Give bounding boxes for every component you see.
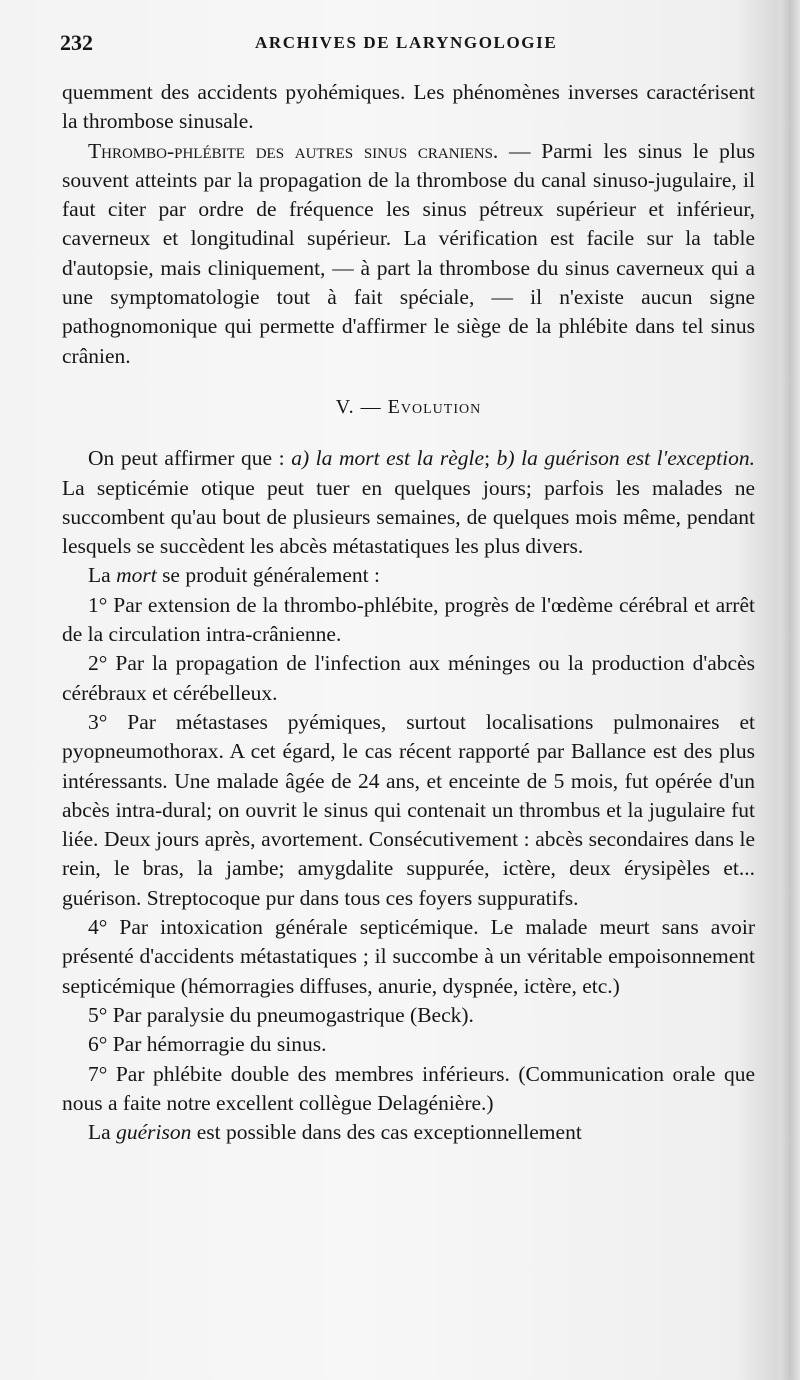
text-run: On peut affirmer que :: [88, 446, 292, 471]
page-number: 232: [60, 30, 93, 55]
paragraph-continuation: quemment des accidents pyohémiques. Les phénomènes inverses caractérisent la thrombose sinusale.: [62, 80, 755, 134]
italic-run: guérison: [116, 1120, 192, 1145]
paragraph-evolution: [62, 444, 755, 561]
text-run: se produit généralement :: [156, 563, 380, 588]
list-item-2: 2° Par la propagation de l'infection aux méninges ou la production d'abcès cérébraux et cérébelleux.: [62, 651, 755, 705]
italic-run: a) la mort est la règle: [291, 446, 485, 471]
paragraph-guerison: [62, 1118, 755, 1147]
text-run: La: [88, 563, 117, 588]
list-item-6: 6° Par hémorragie du sinus.: [88, 1032, 327, 1057]
run-in-dash: —: [498, 138, 542, 163]
italic-run: b) la guérison est l'exception.: [496, 446, 755, 471]
paragraph-text: Parmi les sinus le plus souvent atteints par la propagation de la thrombose du canal sinuso-jugulaire, il faut citer par ordre de fréquence les sinus pétreux supérieur et inférieur, caverneux et longitudinal supérieur. La vérification est facile sur la table d'autopsie, mais cliniquement, — à part la thrombose du sinus caverneux qui a une symptomatologie tout à fait spéciale, — il n'existe aucun signe pathognomonique qui permette d'affirmer le siège de la phlébite dans tel sinus crânien.: [62, 138, 755, 368]
run-in-heading: Thrombo-phlébite des autres sinus craniens.: [88, 138, 499, 163]
italic-run: mort: [116, 563, 157, 588]
page-header: [60, 30, 760, 60]
page-binding-shadow: [780, 0, 800, 1380]
list-item-7: 7° Par phlébite double des membres inférieurs. (Communication orale que nous a faite notre excellent collègue Delagénière.): [62, 1061, 755, 1115]
list-item-1: 1° Par extension de la thrombo-phlébite, progrès de l'œdème cérébral et arrêt de la circulation intra-crânienne.: [62, 592, 755, 647]
paragraph-thrombo-phlebite: [62, 137, 755, 371]
text-run: est possible dans des cas exceptionnellement: [191, 1120, 582, 1145]
text-run: ;: [484, 446, 497, 471]
list-item-5: 5° Par paralysie du pneumogastrique (Beck).: [88, 1002, 474, 1027]
list-item-4: 4° Par intoxication générale septicémique. Le malade meurt sans avoir présenté d'accidents métastatiques ; il succombe à un véritable empoisonnement septicémique (hémorragies diffuses, anurie, dyspnée, ictère, etc.): [62, 915, 755, 998]
list-item-3: 3° Par métastases pyémiques, surtout localisations pulmonaires et pyopneumothorax. A cet égard, le cas récent rapporté par Ballance est des plus intéressants. Une malade âgée de 24 ans, et enceinte de 5 mois, fut opérée d'un abcès intra-dural; on ouvrit le sinus qui contenait un thrombus et la jugulaire fut liée. Deux jours après, avortement. Consécutivement : abcès secondaires dans le rein, le bras, la jambe; amygdalite suppurée, ictère, deux érysipèles et... guérison. Streptocoque pur dans tous ces foyers suppuratifs.: [62, 709, 755, 910]
section-heading: V. — Evolution: [335, 395, 482, 418]
paragraph-mort: [62, 561, 755, 590]
text-run: La: [88, 1120, 117, 1145]
body-text: [62, 78, 755, 1147]
running-head: ARCHIVES DE LARYNGOLOGIE: [255, 33, 558, 52]
text-run: La septicémie otique peut tuer en quelques jours; parfois les malades ne succombent qu'au bout de plusieurs semaines, de quelques mois même, pendant lesquels se succèdent les abcès métastatiques les plus divers.: [62, 475, 755, 559]
